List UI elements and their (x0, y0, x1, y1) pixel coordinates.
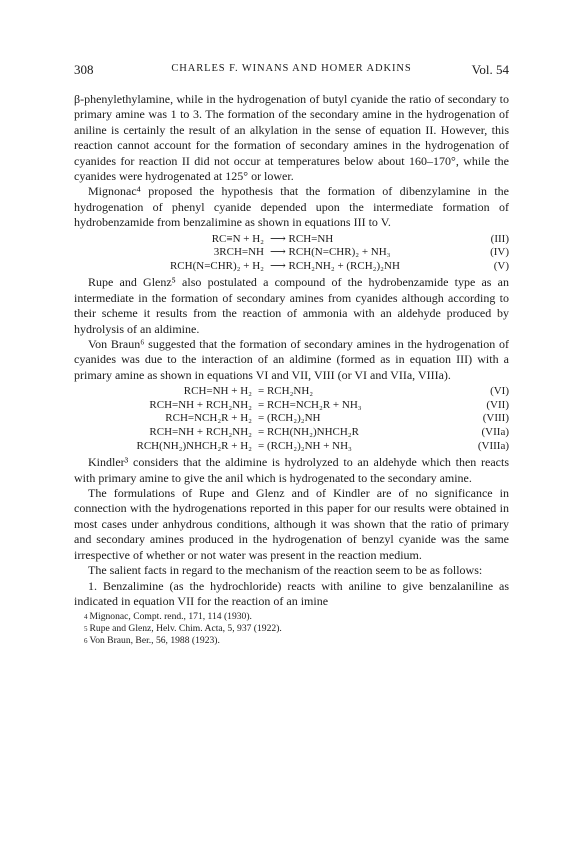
equation-lhs: RCH(NH₂)NHCH₂R + H₂ (136, 439, 252, 452)
footnote (84, 611, 509, 623)
equation-rhs: = RCH₂NH₂ (258, 385, 314, 398)
paragraph: The formulations of Rupe and Glenz and of Kindler are of no significance in connection with the hydrogenations reported in this paper for our results were obtained in most cases under anhydrous conditions, although it was shown that the ratio of primary and secondary amines produced in the hydrogenation of benzyl cyanide was the same irrespective of whether or not water was present in the reaction medium. (74, 486, 509, 562)
equation-number: (IV) (490, 246, 509, 259)
article-body (74, 92, 509, 647)
paragraph: β-phenylethylamine, while in the hydrogenation of butyl cyanide the ratio of secondary to primary amine was 1 to 3. The formation of the secondary amine in the hydrogenation of aniline is certainly the result of an alkylation in the sense of equation II. However, this reaction cannot account for the formation of secondary amines in the hydrogenation of cyanides for reaction II did not occur at temperatures below about 160–170°, while the cyanides were hydrogenated at 125° or lower. (74, 92, 509, 184)
equation-number: (V) (493, 259, 509, 272)
footnote-text: Mignonac, Compt. rend., 171, 114 (1930). (89, 611, 252, 623)
footnote (84, 635, 509, 647)
paragraph: Rupe and Glenz⁵ also postulated a compound of the hydrobenzamide type as an intermediate in the formation of secondary amines from cyanides although according to their scheme it results from the reaction of ammonia with an aldehyde produced by hydrolysis of an aldimine. (74, 275, 509, 336)
equation-row (74, 233, 509, 247)
paragraph: Kindler³ considers that the aldimine is hydrolyzed to an aldehyde which then reacts with primary amine to give the anil which is hydrogenated to the secondary amine. (74, 455, 509, 485)
equation-rhs: ⟶ RCH₂NH₂ + (RCH₂)₂NH (270, 259, 400, 272)
paragraph: Von Braun⁶ suggested that the formation of secondary amines in the hydrogenation of cyanides was due to the interaction of an aldimine (formed as in equation III) with a primary amine as shown in equations VI and VII, VIII (or VI and VIIa, VIIIa). (74, 337, 509, 382)
equation-block-iii-v (74, 233, 509, 274)
equation-number: (VII) (486, 398, 509, 411)
equation-number: (VIII) (482, 412, 509, 425)
equation-lhs: RCH(N=CHR)₂ + H₂ (169, 259, 264, 272)
volume-label: Vol. 54 (471, 62, 509, 77)
paragraph: 1. Benzalimine (as the hydrochloride) reacts with aniline to give benzalaniline as indicated in equation VII for the reaction of an imine (74, 578, 509, 608)
running-header (74, 62, 509, 78)
equation-block-vi-viiia (74, 385, 509, 453)
equation-row (74, 246, 509, 260)
equation-lhs: RCH=NCH₂R + H₂ (165, 412, 252, 425)
footnote-text: Von Braun, Ber., 56, 1988 (1923). (89, 635, 220, 647)
page-number: 308 (74, 62, 94, 77)
equation-row (74, 412, 509, 426)
footnote-text: Rupe and Glenz, Helv. Chim. Acta, 5, 937 (1922). (89, 623, 282, 635)
equation-rhs: ⟶ RCH=NH (270, 232, 334, 245)
equation-lhs: RCH=NH + RCH₂NH₂ (149, 398, 252, 411)
equation-rhs: ⟶ RCH(N=CHR)₂ + NH₃ (270, 246, 391, 259)
equation-row (74, 385, 509, 399)
equation-number: (VIIIa) (477, 439, 509, 452)
footnote (84, 623, 509, 635)
equation-number: (VIIa) (481, 426, 509, 439)
equation-lhs: RCH=NH + H₂ (183, 385, 252, 398)
equation-lhs: RCH=NH + RCH₂NH₂ (149, 426, 252, 439)
footnote-mark: 4 (84, 613, 88, 622)
footnotes (74, 611, 509, 647)
paragraph: Mignonac⁴ proposed the hypothesis that the formation of dibenzylamine in the hydrogenation of phenyl cyanide depended upon the intermediate formation of hydrobenzamide from benzalimine as shown in equations III to V. (74, 184, 509, 230)
running-title: CHARLES F. WINANS AND HOMER ADKINS (171, 63, 412, 74)
equation-lhs: 3RCH=NH (213, 246, 264, 259)
equation-rhs: = (RCH₂)₂NH (258, 412, 321, 425)
equation-number: (VI) (490, 385, 509, 398)
equation-rhs: = (RCH₂)₂NH + NH₃ (258, 439, 352, 452)
equation-lhs: RC≡N + H₂ (211, 232, 264, 245)
equation-row (74, 260, 509, 274)
equation-rhs: = RCH(NH₂)NHCH₂R (258, 426, 359, 439)
equation-row (74, 440, 509, 454)
footnote-mark: 6 (84, 637, 88, 646)
equation-row (74, 426, 509, 440)
footnote-mark: 5 (84, 625, 88, 634)
equation-row (74, 399, 509, 413)
equation-number: (III) (490, 232, 509, 245)
paragraph: The salient facts in regard to the mechanism of the reaction seem to be as follows: (88, 563, 483, 578)
equation-rhs: = RCH=NCH₂R + NH₃ (258, 398, 362, 411)
